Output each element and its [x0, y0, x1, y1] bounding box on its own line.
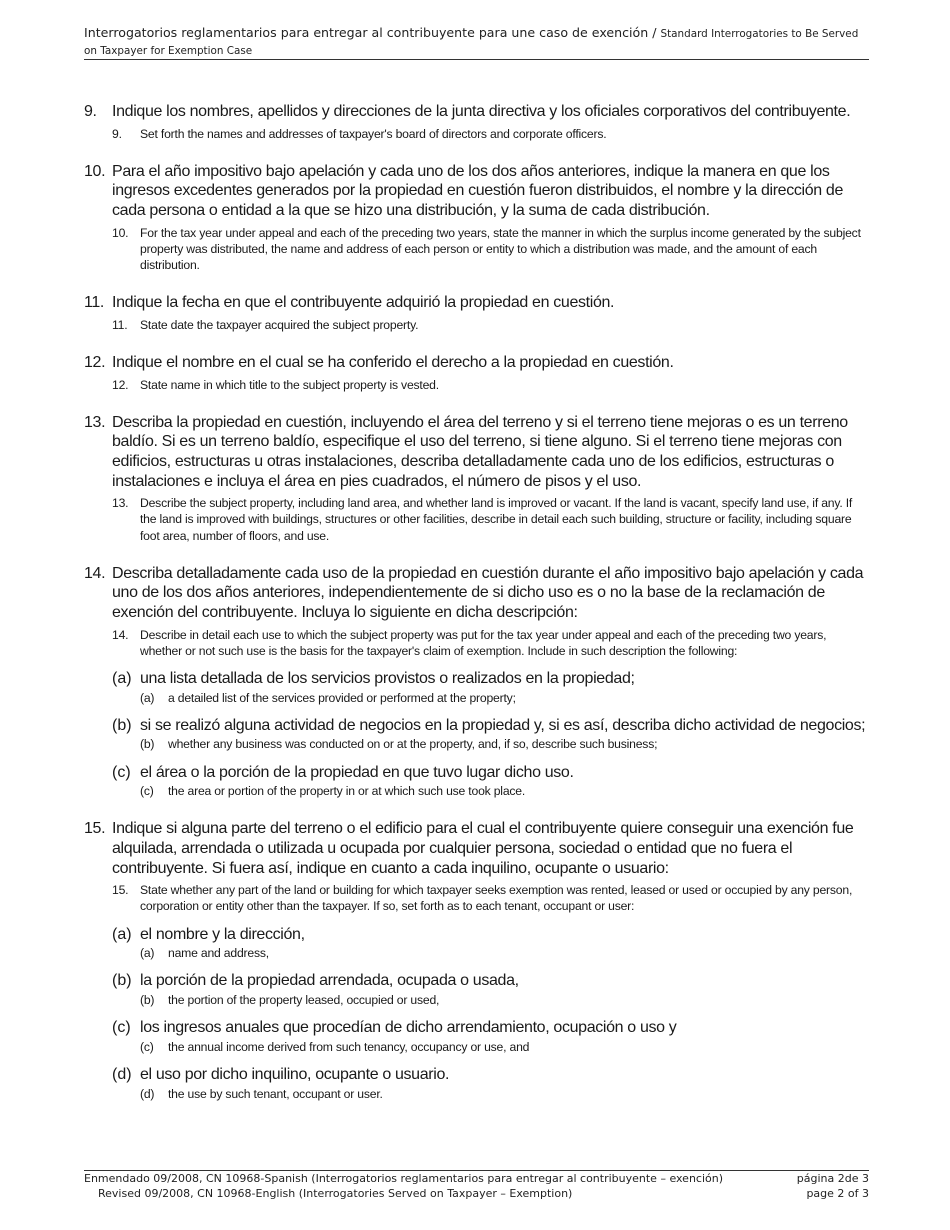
translation-number: 12. — [112, 377, 129, 392]
sub-item-a — [112, 669, 869, 706]
question-translation-english — [112, 627, 869, 659]
translation-text: name and address, — [168, 946, 269, 961]
question-12 — [84, 353, 869, 393]
question-text-spanish: Indique la fecha en que el contribuyente adquirió la propiedad en cuestión. — [112, 294, 615, 312]
interrogatories-list — [84, 102, 869, 1122]
question-text-spanish: Indique si alguna parte del terreno o el edificio para el cual el contribuyente quiere conseguir una exención fue alquilada, arrendada o utilizada u ocupada por cualquier persona, sociedad o entidad que no fuera el contribuyente. Si fuera así, indique en cuanto a cada inquilino, ocupante o usuario: — [112, 820, 854, 877]
footer-row-spanish — [84, 1172, 869, 1187]
sub-item-b — [112, 716, 869, 753]
question-number: 15. — [84, 820, 106, 838]
translation-letter: (d) — [140, 1086, 155, 1101]
sub-item-letter: (c) — [112, 1019, 131, 1037]
sub-item-text-spanish: una lista detallada de los servicios provistos o realizados en la propiedad; — [140, 669, 635, 687]
translation-text: State name in which title to the subject property is vested. — [140, 377, 439, 392]
translation-number: 9. — [112, 126, 122, 141]
translation-number: 13. — [112, 496, 129, 511]
sub-items — [112, 925, 869, 1102]
sub-item-translation-english — [140, 1039, 869, 1055]
question-14 — [84, 564, 869, 800]
page-number-english: page 2 of 3 — [806, 1186, 869, 1200]
translation-text: the annual income derived from such tenancy, occupancy or use, and — [168, 1039, 530, 1054]
translation-text: Describe the subject property, including land area, and whether land is improved or vacant. If the land is vacant, specify land use, if any. If the land is improved with buildings, structures or other facilities, describe in detail each such building, structure or facility, including square foot area, number of floors, and use. — [140, 496, 853, 543]
sub-item-c — [112, 1018, 869, 1055]
question-number: 11. — [84, 294, 105, 312]
sub-item-letter: (a) — [112, 925, 132, 943]
sub-item-letter: (b) — [112, 972, 132, 990]
translation-letter: (c) — [140, 784, 154, 799]
translation-letter: (a) — [140, 690, 155, 705]
sub-item-text-spanish: la porción de la propiedad arrendada, ocupada o usada, — [140, 972, 519, 990]
question-translation-english — [112, 126, 869, 142]
sub-item-letter: (d) — [112, 1065, 132, 1083]
translation-text: State date the taxpayer acquired the subject property. — [140, 317, 419, 332]
sub-item-translation-english — [140, 992, 869, 1008]
sub-item-a — [112, 925, 869, 962]
question-number: 13. — [84, 413, 106, 431]
translation-text: State whether any part of the land or building for which taxpayer seeks exemption was rented, leased or used or occupied by any person, corporation or entity other than the taxpayer. If so, set forth as to each tenant, occupant or user: — [140, 883, 853, 914]
question-text-spanish: Indique los nombres, apellidos y direcciones de la junta directiva y los oficiales corporativos del contribuyente. — [112, 103, 851, 120]
question-translation-english — [112, 882, 869, 914]
page-header — [84, 25, 869, 59]
question-text-spanish: Describa la propiedad en cuestión, incluyendo el área del terreno y si el terreno tiene mejoras o es un terreno baldío. Si es un terreno baldío, especifique el uso del terreno, si tiene alguno. Si el terreno tiene mejoras con edificios, estructuras u otras instalaciones, describa detalladamente cada uno de los edificios, estructuras o instalaciones e incluya el área en pies cuadrados, el número de pisos y el uso. — [112, 413, 848, 490]
translation-text: a detailed list of the services provided or performed at the property; — [168, 690, 516, 705]
header-title-english: Standard Interrogatories to Be Served on Taxpayer for Exemption Case — [84, 28, 859, 57]
question-translation-english — [112, 377, 869, 393]
sub-item-text-spanish: el uso por dicho inquilino, ocupante o usuario. — [140, 1065, 450, 1083]
header-title-spanish: Interrogatorios reglamentarios para entregar al contribuyente para une caso de exención / — [84, 25, 657, 40]
footer-row-english — [84, 1187, 869, 1202]
question-9 — [84, 102, 869, 142]
translation-letter: (c) — [140, 1039, 154, 1054]
translation-text: Describe in detail each use to which the subject property was put for the tax year under appeal and each of the preceding two years, whether or not such use is the basis for the taxpayer's claim of exemption. Include in such description the following: — [140, 627, 827, 658]
sub-item-text-spanish: el área o la porción de la propiedad en que tuvo lugar dicho uso. — [140, 763, 574, 781]
sub-item-d — [112, 1065, 869, 1102]
question-translation-english — [112, 317, 869, 333]
translation-text: For the tax year under appeal and each of the preceding two years, state the manner in which the surplus income generated by the subject property was distributed, the name and address of each person or entity to which a distribution was made, and the amount of each distribution. — [140, 225, 861, 272]
translation-letter: (b) — [140, 737, 155, 752]
translation-number: 15. — [112, 883, 129, 898]
page-number-spanish: página 2de 3 — [796, 1172, 869, 1185]
question-11 — [84, 293, 869, 333]
footer-revision-spanish: Enmendado 09/2008, CN 10968-Spanish (Interrogatorios reglamentarios para entregar al contribuyente – exención) — [84, 1172, 724, 1185]
translation-letter: (a) — [140, 946, 155, 961]
question-translation-english — [112, 495, 869, 544]
page-footer — [84, 1172, 869, 1201]
translation-text: the area or portion of the property in or at which such use took place. — [168, 784, 526, 799]
sub-items — [112, 669, 869, 799]
translation-number: 11. — [112, 317, 128, 332]
question-text-spanish: Describa detalladamente cada uso de la propiedad en cuestión durante el año impositivo bajo apelación y cada uno de los dos años anteriores, independientemente de si dicho uso es o no la base de la reclamación de exención del contribuyente. Incluya lo siguiente en dicha descripción: — [112, 564, 864, 621]
question-number: 9. — [84, 103, 97, 120]
sub-item-translation-english — [140, 690, 869, 706]
footer-divider — [84, 1170, 869, 1171]
question-text-spanish: Para el año impositivo bajo apelación y cada uno de los dos años anteriores, indique la manera en que los ingresos excedentes generados por la propiedad en cuestión fueron distribuidos, el nombre y la dirección de cada persona o entidad a la que se hizo una distribución, y la suma de cada distribución. — [112, 162, 844, 219]
sub-item-letter: (a) — [112, 669, 132, 687]
sub-item-c — [112, 763, 869, 800]
translation-number: 14. — [112, 627, 129, 642]
sub-item-translation-english — [140, 736, 869, 752]
question-number: 12. — [84, 353, 106, 371]
question-13 — [84, 413, 869, 544]
sub-item-text-spanish: los ingresos anuales que procedían de dicho arrendamiento, ocupación o uso y — [140, 1019, 677, 1037]
translation-text: Set forth the names and addresses of taxpayer's board of directors and corporate officers. — [140, 126, 607, 141]
sub-item-translation-english — [140, 1086, 869, 1102]
sub-item-translation-english — [140, 783, 869, 799]
sub-item-text-spanish: si se realizó alguna actividad de negocios en la propiedad y, si es así, describa dicho actividad de negocios; — [140, 716, 866, 734]
sub-item-translation-english — [140, 945, 869, 961]
question-15 — [84, 819, 869, 1101]
question-number: 14. — [84, 564, 106, 582]
question-number: 10. — [84, 162, 106, 180]
translation-text: the use by such tenant, occupant or user. — [168, 1086, 383, 1101]
header-divider — [84, 59, 869, 60]
question-translation-english — [112, 225, 869, 274]
sub-item-b — [112, 971, 869, 1008]
translation-number: 10. — [112, 225, 129, 240]
sub-item-letter: (b) — [112, 716, 132, 734]
sub-item-letter: (c) — [112, 763, 131, 781]
translation-text: the portion of the property leased, occupied or used, — [168, 992, 440, 1007]
footer-revision-english: Revised 09/2008, CN 10968-English (Interrogatories Served on Taxpayer – Exemption) — [98, 1186, 573, 1200]
translation-text: whether any business was conducted on or at the property, and, if so, describe such business; — [168, 737, 658, 752]
question-10 — [84, 162, 869, 273]
translation-letter: (b) — [140, 992, 155, 1007]
question-text-spanish: Indique el nombre en el cual se ha conferido el derecho a la propiedad en cuestión. — [112, 353, 674, 371]
sub-item-text-spanish: el nombre y la dirección, — [140, 925, 305, 943]
